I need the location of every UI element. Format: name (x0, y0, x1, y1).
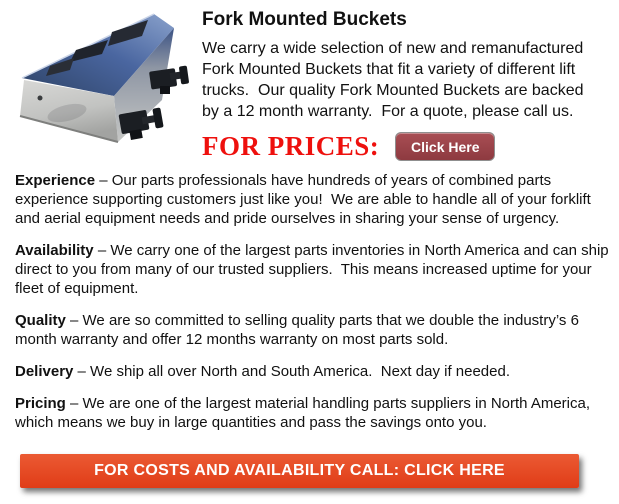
section-experience (15, 171, 615, 228)
fork-mounted-bucket-image (12, 8, 192, 148)
info-sections (15, 171, 615, 445)
prices-row (202, 131, 590, 162)
section-delivery (15, 362, 615, 381)
section-pricing (15, 394, 615, 432)
section-quality (15, 311, 615, 349)
costs-availability-banner[interactable] (20, 454, 579, 488)
section-label: Experience (15, 172, 96, 189)
section-label: Quality (15, 312, 66, 329)
section-label: Pricing (15, 395, 66, 412)
section-text: – Our parts professionals have hundreds of years of combined parts experience supporting customers just like you! We are able to handle all of your forklift and aerial equipment needs and pride ourselves in sharing your sense of urgency. (15, 172, 596, 227)
for-prices-label: FOR PRICES: (202, 131, 380, 161)
section-text: – We ship all over North and South America. Next day if needed. (77, 363, 511, 380)
click-here-button[interactable]: Click Here (395, 132, 495, 161)
section-availability (15, 241, 615, 298)
section-text: – We carry one of the largest parts inventories in North America and can ship direct to you from many of our trusted suppliers. This means increased uptime for your fleet of equipment. (15, 242, 613, 297)
section-text: – We are so committed to selling quality parts that we double the industry’s 6 month warranty and offer 12 months warranty on most parts sold. (15, 312, 584, 348)
page-title: Fork Mounted Buckets (202, 9, 407, 30)
section-text: – We are one of the largest material handling parts suppliers in North America, which means we buy in large quantities and pass the savings onto you. (15, 395, 595, 431)
section-label: Availability (15, 242, 94, 259)
section-label: Delivery (15, 363, 74, 380)
hero-text-block (202, 8, 590, 162)
intro-paragraph: We carry a wide selection of new and remanufactured Fork Mounted Buckets that fit a variety of different lift trucks. Our quality Fork Mounted Buckets are backed by a 12 month warranty. For a quote, please call us. (202, 40, 588, 120)
costs-availability-banner-label: FOR COSTS AND AVAILABILITY CALL: CLICK HERE (94, 462, 505, 479)
